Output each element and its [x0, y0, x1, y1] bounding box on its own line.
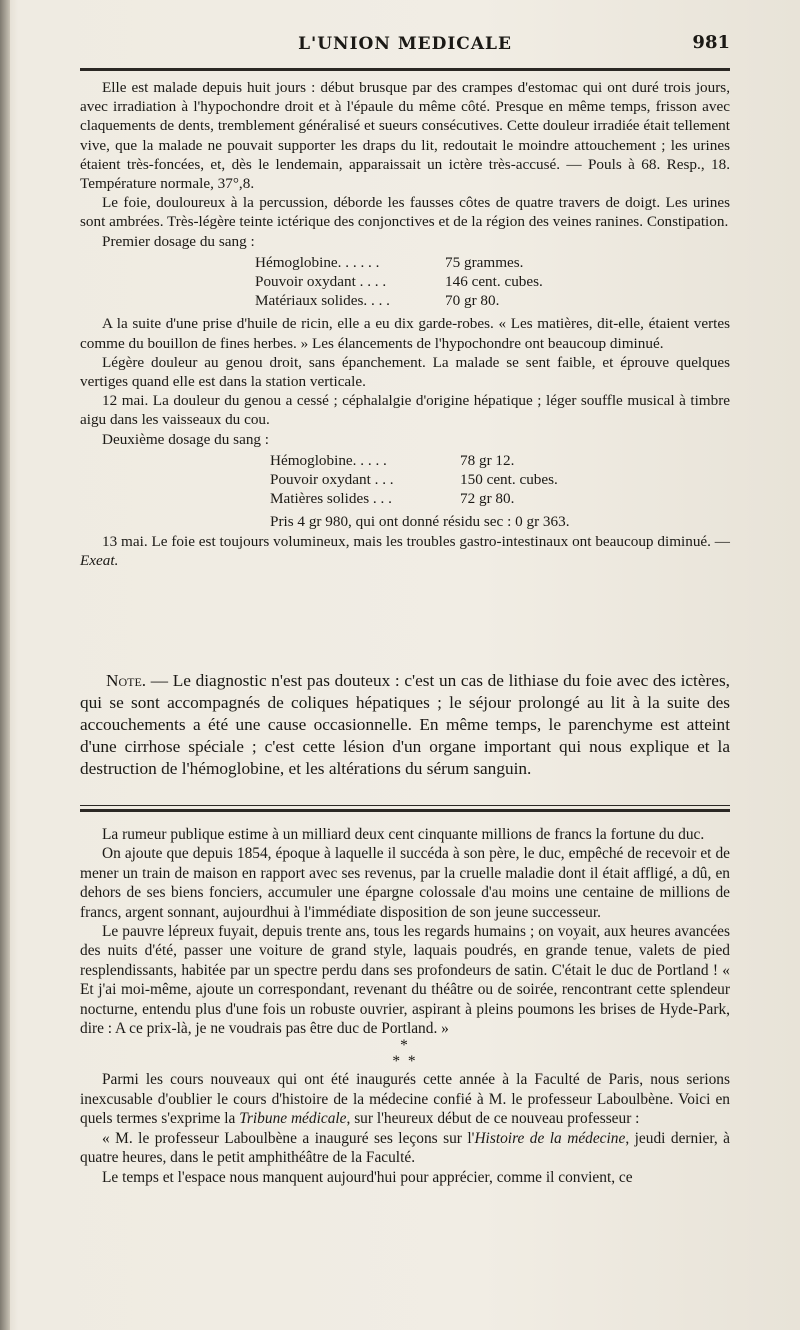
dosage-value: 75 grammes. [445, 253, 524, 271]
paragraph: A la suite d'une prise d'huile de ricin, elle a eu dix garde-robes. « Les matières, dit-elle, étaient vertes comme du bouillon de fines herbes. » Les élancements de l'hypochondre ont beaucoup diminué. [80, 315, 730, 352]
italic-text: Histoire de la médecine [474, 1129, 626, 1147]
paragraph-text: Parmi les cours nouveaux qui ont été inaugurés cette année à la Faculté de Paris, nous serions inexcusable d'oublier le cours d'histoire de la médecine confié à M. le professeur Laboulbène. Voici en quels termes s'exprime la [80, 1071, 730, 1128]
note-section [80, 670, 730, 780]
italic-text: Exeat. [80, 551, 119, 569]
italic-text: Tribune médicale [239, 1110, 347, 1128]
paragraph: Le temps et l'espace nous manquent aujourd'hui pour apprécier, comme il convient, ce [102, 1168, 633, 1186]
page-number: 981 [692, 32, 730, 53]
paragraph: 12 mai. La douleur du genou a cessé ; céphalalgie d'origine hépatique ; léger souffle musical à timbre aigu dans les vaisseaux du cou. [80, 392, 730, 429]
asterism-separator: * * * [392, 1037, 418, 1071]
paragraph-text: , sur l'heureux début de ce nouveau professeur : [346, 1110, 640, 1128]
note-label: Note. [106, 671, 147, 690]
note-text: — Le diagnostic n'est pas douteux : c'est un cas de lithiase du foie avec des ictères, qui se sont accompagnés de coliques hépatiques ; le séjour prolongé au lit à la suite des accouchements a été une cause occasionnelle. En même temps, le parenchyme est atteint d'une cirrhose spéciale ; c'est cette lésion d'un organe important qui nous explique et la destruction de l'hémoglobine, et les altérations du sérum sanguin. [80, 671, 730, 778]
dosage-value: 146 cent. cubes. [445, 273, 543, 291]
paragraph: On ajoute que depuis 1854, époque à laquelle il succéda à son père, le duc, empêché de recevoir et de mener un train de maison en rapport avec ses revenus, par la cruelle maladie dont il était affligé, a dû, en dehors de ses biens fonciers, accumuler une épargne colossale d'au moins une centaine de millions de francs, argent sonnant, aujourdhui à l'immédiate disposition de son jeune successeur. [80, 845, 730, 921]
paragraph-text: 13 mai. Le foie est toujours volumineux, mais les troubles gastro-intestinaux ont beaucoup diminué. — [102, 532, 730, 550]
section-divider-bottom [80, 809, 730, 812]
paragraph [80, 1129, 730, 1168]
paragraph [80, 532, 730, 570]
paragraph [80, 1070, 730, 1128]
section-divider-top [80, 805, 730, 806]
dosage-intro: Deuxième dosage du sang : [102, 430, 270, 448]
page-header [80, 30, 730, 60]
dosage-table-2 [270, 451, 730, 509]
paragraph: Le pauvre lépreux fuyait, depuis trente ans, tous les regards humains ; on voyait, aux heures avancées des nuits d'été, passer une voiture de grand style, laquais poudrés, en grande tenue, valets de pied resplendissants, habitée par un spectre perdu dans ses profondeurs de satin. C'était le duc de Portland ! « Et j'ai moi-même, ajoute un correspondant, revenant du théâtre ou de soirée, rencontrant cette splendeur nocturne, entendu plus d'une fois un robuste ouvrier, aspirant à pleins poumons les brises de Hyde-Park, dire : A ce prix-là, je ne voudrais pas être duc de Portland. » [80, 923, 730, 1038]
paragraph-text: , jeudi dernier, à quatre heures, dans le petit amphithéâtre de la Faculté. [80, 1129, 730, 1167]
dosage-label: Matériaux solides. . . . [255, 292, 390, 310]
news-section [80, 825, 730, 1187]
header-rule [80, 68, 730, 71]
note-paragraph [80, 670, 730, 780]
dosage-value: 78 gr 12. [460, 451, 515, 469]
dosage-label: Hémoglobine. . . . . [270, 451, 387, 469]
dosage-value: 72 gr 80. [460, 490, 515, 508]
paragraph-text: « M. le professeur Laboulbène a inauguré ses leçons sur l' [102, 1129, 475, 1147]
dosage-label: Hémoglobine. . . . . . [255, 253, 380, 271]
dosage-value: 150 cent. cubes. [460, 471, 558, 489]
paragraph: Elle est malade depuis huit jours : début brusque par des crampes d'estomac qui ont duré trois jours, avec irradiation à l'hypochondre droit et à l'épaule du même côté. Presque en même temps, frisson avec claquements de dents, tremblement généralisé et sueurs consécutives. Cette douleur irradiée était tellement vive, que la malade ne pouvait supporter les draps du lit, redoutait le moindre attouchement ; les urines étaient très-foncées, et, dès le lendemain, apparaissait un ictère très-accusé. — Pouls à 68. Resp., 18. Température normale, 37°,8. [80, 79, 730, 193]
dosage-note: Pris 4 gr 980, qui ont donné résidu sec : 0 gr 363. [270, 513, 570, 531]
dosage-value: 70 gr 80. [445, 292, 500, 310]
case-report-section [80, 78, 730, 570]
dosage-label: Matières solides . . . [270, 490, 392, 508]
paragraph: Légère douleur au genou droit, sans épanchement. La malade se sent faible, et éprouve quelques vertiges quand elle est dans la station verticale. [80, 353, 730, 391]
paragraph: La rumeur publique estime à un milliard deux cent cinquante millions de francs la fortune du duc. [102, 826, 705, 843]
paragraph: Le foie, douloureux à la percussion, déborde les fausses côtes de quatre travers de doigt. Les urines sont ambrées. Très-légère teinte ictérique des conjonctives et de la région des veines ranines. Constipation. [80, 194, 730, 231]
dosage-label: Pouvoir oxydant . . . . [255, 273, 387, 291]
dosage-intro: Premier dosage du sang : [102, 232, 255, 250]
dosage-label: Pouvoir oxydant . . . [270, 471, 394, 489]
dosage-table-1 [255, 253, 730, 311]
book-spine-shadow [0, 0, 10, 1330]
running-title: L'UNION MEDICALE [298, 34, 512, 54]
